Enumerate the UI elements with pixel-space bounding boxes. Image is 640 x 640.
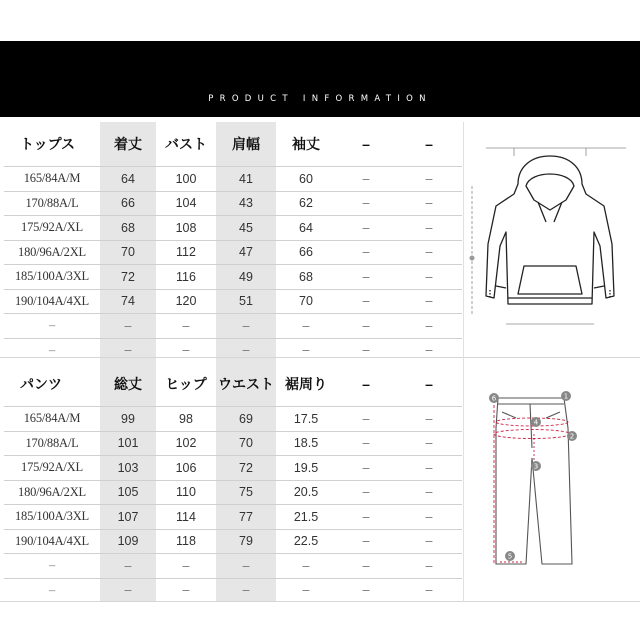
pants-marker-label: 1 xyxy=(563,392,569,401)
table-cell: – xyxy=(396,191,462,216)
table-cell: 20.5 xyxy=(276,480,336,505)
hoodie-labels xyxy=(470,256,475,261)
table-cell: 190/104A/4XL xyxy=(4,289,100,314)
table-row xyxy=(4,240,462,265)
table-cell: 170/88A/L xyxy=(4,191,100,216)
table-cell: – xyxy=(336,265,396,290)
table-cell: 190/104A/4XL xyxy=(4,529,100,554)
table-cell: 68 xyxy=(100,216,156,241)
table-cell: 105 xyxy=(100,480,156,505)
table-cell: – xyxy=(396,407,462,432)
hoodie-diagram xyxy=(466,126,636,356)
table-row xyxy=(4,554,462,579)
pants-diagram xyxy=(476,388,596,593)
table-cell: – xyxy=(156,554,216,579)
table-cell: 175/92A/XL xyxy=(4,216,100,241)
table-cell: 185/100A/3XL xyxy=(4,505,100,530)
table-cell: – xyxy=(156,314,216,339)
table-cell: 68 xyxy=(276,265,336,290)
table-cell: 43 xyxy=(216,191,276,216)
table-cell: – xyxy=(336,191,396,216)
table-cell: 108 xyxy=(156,216,216,241)
table-cell: 21.5 xyxy=(276,505,336,530)
table-cell: 170/88A/L xyxy=(4,431,100,456)
table-cell: – xyxy=(396,578,462,602)
table-cell: 175/92A/XL xyxy=(4,456,100,481)
table-cell: – xyxy=(4,578,100,602)
pants-header-cell: パンツ xyxy=(20,376,62,392)
table-cell: – xyxy=(396,216,462,241)
table-cell: – xyxy=(216,578,276,602)
tops-header-cell: – xyxy=(425,136,433,152)
table-cell: 100 xyxy=(156,167,216,192)
table-cell: 180/96A/2XL xyxy=(4,240,100,265)
table-cell: 99 xyxy=(100,407,156,432)
table-cell: 64 xyxy=(276,216,336,241)
table-cell: – xyxy=(216,314,276,339)
pants-size-table xyxy=(4,362,462,602)
table-row xyxy=(4,167,462,192)
pants-marker-group xyxy=(489,391,577,561)
table-cell: 47 xyxy=(216,240,276,265)
table-cell: – xyxy=(4,554,100,579)
table-cell: 118 xyxy=(156,529,216,554)
pants-marker-label: 4 xyxy=(533,418,539,427)
table-cell: 18.5 xyxy=(276,431,336,456)
table-cell: 110 xyxy=(156,480,216,505)
table-row xyxy=(4,529,462,554)
table-cell: 17.5 xyxy=(276,407,336,432)
table-cell: – xyxy=(396,314,462,339)
tops-header-cell: 着丈 xyxy=(100,122,156,167)
table-cell: 72 xyxy=(100,265,156,290)
table-cell: 74 xyxy=(100,289,156,314)
bottom-divider xyxy=(0,601,640,602)
tops-header-cell: トップス xyxy=(20,136,76,152)
tops-header-row xyxy=(4,122,462,167)
table-cell: – xyxy=(336,289,396,314)
table-cell: – xyxy=(4,338,100,362)
table-cell: – xyxy=(276,314,336,339)
table-cell: 62 xyxy=(276,191,336,216)
table-cell: 75 xyxy=(216,480,276,505)
table-cell: – xyxy=(156,578,216,602)
column-divider xyxy=(463,122,464,602)
table-cell: 69 xyxy=(216,407,276,432)
hoodie-outline xyxy=(486,156,614,304)
table-row xyxy=(4,578,462,602)
table-cell: 102 xyxy=(156,431,216,456)
table-cell: – xyxy=(336,529,396,554)
table-cell: 22.5 xyxy=(276,529,336,554)
pants-header-cell: 総丈 xyxy=(100,362,156,407)
table-cell: 66 xyxy=(100,191,156,216)
table-cell: – xyxy=(336,216,396,241)
table-cell: 104 xyxy=(156,191,216,216)
table-cell: 114 xyxy=(156,505,216,530)
table-row xyxy=(4,431,462,456)
table-cell: 60 xyxy=(276,167,336,192)
table-cell: – xyxy=(396,480,462,505)
table-cell: – xyxy=(396,240,462,265)
table-cell: 107 xyxy=(100,505,156,530)
table-row xyxy=(4,480,462,505)
pants-marker-label: 3 xyxy=(533,462,539,471)
pants-header-cell: – xyxy=(362,376,370,392)
pants-header-cell: 裾周り xyxy=(285,376,327,392)
table-cell: 19.5 xyxy=(276,456,336,481)
table-row xyxy=(4,505,462,530)
pants-marker-label: 2 xyxy=(569,432,575,441)
tops-header-cell: – xyxy=(362,136,370,152)
table-cell: – xyxy=(100,338,156,362)
pants-header-cell: ヒップ xyxy=(165,376,207,392)
table-cell: – xyxy=(276,578,336,602)
table-cell: 72 xyxy=(216,456,276,481)
table-cell: 165/84A/M xyxy=(4,407,100,432)
table-cell: – xyxy=(216,554,276,579)
table-row xyxy=(4,407,462,432)
table-cell: 112 xyxy=(156,240,216,265)
table-row xyxy=(4,456,462,481)
table-cell: 185/100A/3XL xyxy=(4,265,100,290)
table-cell: – xyxy=(100,314,156,339)
table-cell: 79 xyxy=(216,529,276,554)
table-row xyxy=(4,191,462,216)
table-cell: 45 xyxy=(216,216,276,241)
table-cell: – xyxy=(336,407,396,432)
table-cell: – xyxy=(396,265,462,290)
table-cell: – xyxy=(336,167,396,192)
table-cell: 70 xyxy=(100,240,156,265)
table-row xyxy=(4,314,462,339)
table-cell: 116 xyxy=(156,265,216,290)
table-cell: 109 xyxy=(100,529,156,554)
table-cell: – xyxy=(336,554,396,579)
table-cell: 51 xyxy=(216,289,276,314)
table-cell: – xyxy=(336,505,396,530)
pants-marker-label: 6 xyxy=(491,394,497,403)
table-cell: 64 xyxy=(100,167,156,192)
table-cell: – xyxy=(336,480,396,505)
table-cell: 120 xyxy=(156,289,216,314)
table-cell: – xyxy=(396,289,462,314)
table-cell: – xyxy=(336,338,396,362)
table-cell: 49 xyxy=(216,265,276,290)
table-cell: 101 xyxy=(100,431,156,456)
table-cell: – xyxy=(276,554,336,579)
table-cell: 180/96A/2XL xyxy=(4,480,100,505)
section-divider xyxy=(0,357,640,358)
table-cell: – xyxy=(156,338,216,362)
table-cell: 66 xyxy=(276,240,336,265)
table-row xyxy=(4,289,462,314)
table-cell: 98 xyxy=(156,407,216,432)
pants-marker-label: 5 xyxy=(507,552,513,561)
tops-header-cell: 肩幅 xyxy=(216,122,276,167)
table-cell: 106 xyxy=(156,456,216,481)
banner-title: PRODUCT INFORMATION xyxy=(208,94,432,104)
table-cell: – xyxy=(396,529,462,554)
table-cell: – xyxy=(276,338,336,362)
table-cell: – xyxy=(396,167,462,192)
table-cell: – xyxy=(100,578,156,602)
table-cell: – xyxy=(216,338,276,362)
table-cell: – xyxy=(336,456,396,481)
tops-header-cell: バスト xyxy=(165,136,207,152)
table-cell: – xyxy=(336,314,396,339)
pants-header-row xyxy=(4,362,462,407)
table-row xyxy=(4,338,462,362)
pants-header-cell: ウエスト xyxy=(216,362,276,407)
table-cell: – xyxy=(396,505,462,530)
tops-size-table xyxy=(4,122,462,362)
table-cell: – xyxy=(4,314,100,339)
table-cell: – xyxy=(100,554,156,579)
table-row xyxy=(4,216,462,241)
table-cell: 41 xyxy=(216,167,276,192)
pants-header-cell: – xyxy=(425,376,433,392)
table-cell: – xyxy=(396,554,462,579)
table-cell: – xyxy=(336,431,396,456)
header-banner xyxy=(0,41,640,117)
table-cell: – xyxy=(396,338,462,362)
table-cell: 70 xyxy=(216,431,276,456)
table-cell: – xyxy=(336,240,396,265)
table-cell: – xyxy=(396,456,462,481)
table-cell: – xyxy=(336,578,396,602)
table-cell: 103 xyxy=(100,456,156,481)
tops-header-cell: 袖丈 xyxy=(292,136,320,152)
table-cell: 165/84A/M xyxy=(4,167,100,192)
table-cell: – xyxy=(396,431,462,456)
table-cell: 77 xyxy=(216,505,276,530)
table-row xyxy=(4,265,462,290)
table-cell: 70 xyxy=(276,289,336,314)
